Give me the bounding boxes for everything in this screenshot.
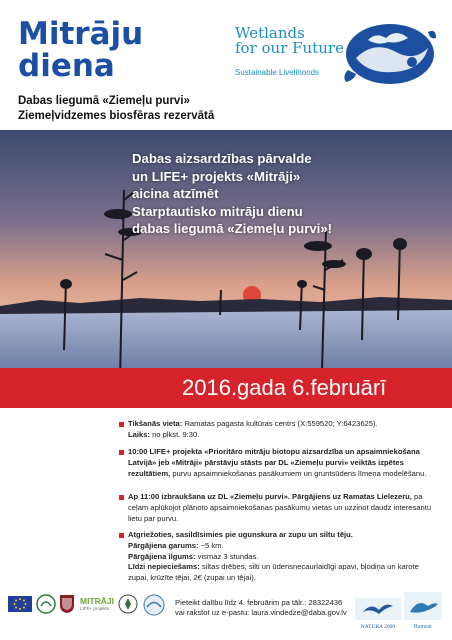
daba-logo-icon: [118, 594, 138, 614]
life-logo-icon: [36, 594, 56, 614]
invitation-line-3: aicina atzīmēt: [132, 186, 219, 201]
wetlands-logo-text: [235, 26, 344, 56]
bullet-icon: [119, 450, 124, 455]
event-date: 2016.gada 6.februārī: [182, 375, 387, 400]
hike-duration-lead: Pārgājiena ilgums:: [128, 551, 196, 561]
poster-title: [18, 18, 143, 82]
ramsar-logo: [404, 592, 442, 630]
mitraji-logo-text: MITRĀJI: [80, 596, 114, 606]
subtitle-line-1: Dabas liegumā «Ziemeļu purvi»: [18, 95, 190, 107]
needs-lead: Līdzi nepieciešams:: [128, 562, 200, 572]
subtitle-line-2: Ziemeļvidzemes biosfēras rezervātā: [18, 110, 215, 122]
invitation-text: [132, 150, 437, 238]
poster-subtitle: [18, 94, 214, 124]
invitation-line-4: Starptautisko mitrāju dienu: [132, 203, 303, 219]
natura-logo-text: NATURA 2000: [360, 624, 396, 630]
wetlands-emblem-icon: [338, 18, 438, 88]
hike-duration: vismaz 3 stundas.: [195, 551, 259, 561]
meeting-details: [128, 419, 440, 441]
ramsar-logo-text: Ramsar: [413, 624, 433, 630]
excursion-lead: izbraukšana uz DL «Ziemeļu purvi». Pārgājiens uz Ramatas Lielezeru,: [159, 492, 412, 501]
wetlands-line-2: for our Future: [235, 39, 344, 57]
registration-phone: Pieteikt dalību līdz 4. februārim pa tālr.: 28322436: [175, 598, 343, 607]
meeting-time: no plkst. 9:30.: [149, 429, 200, 439]
talk-details: [128, 447, 440, 479]
natura-2000-logo: [355, 598, 401, 628]
return-lead: Atgriežoties, sasildīsimies pie ugunskura ar zupu un siltu tēju.: [128, 530, 353, 539]
meeting-time-lead: Laiks:: [128, 429, 150, 439]
title-line-2: diena: [18, 48, 115, 84]
wetlands-line-1: Wetlands: [235, 24, 305, 42]
hike-length-lead: Pārgājiena garums:: [128, 540, 199, 550]
invitation-line-2: un LIFE+ projekts «Mitrāji»: [132, 168, 301, 184]
talk-lead: 10:00 LIFE+ projekta «Prioritāro mitrāju biotopu aizsardzība un apsaimniekošana Latvijā» jeb «Mitrāji» pārstāvju stāsts par DL «Ziemeļu purvi» veiktās izpētes rezultātiem,: [128, 447, 420, 478]
excursion-details: [128, 492, 440, 524]
invitation-line-1: Dabas aizsardzības pārvalde: [132, 151, 312, 166]
title-line-1: Mitrāju: [18, 16, 144, 52]
mitraji-logo-sub: LIFE+ projekts: [80, 606, 110, 611]
registration-email: vai rakstot uz e-pastu: laura.vindedze@daba.gov.lv: [175, 608, 347, 617]
talk-text: purvu apsaimniekošanas pasākumiem un gruntsūdens līmeņa modelēšanu.: [170, 468, 427, 478]
invitation-line-5: dabas liegumā «Ziemeļu purvi»!: [132, 221, 333, 236]
ramsar-emblem-icon: [404, 592, 442, 620]
bullet-icon: [119, 495, 124, 500]
biosphere-logo-icon: [142, 594, 166, 616]
meeting-place: Ramatas pagasta kultūras centrs (X:559520; Y:6423625).: [182, 419, 378, 428]
bullet-icon: [119, 533, 124, 538]
wetlands-line-3: Sustainable Livelihoods: [235, 68, 320, 77]
bullet-icon: [119, 422, 124, 427]
registration-info: [175, 598, 347, 618]
coat-of-arms-icon: [59, 594, 75, 614]
natura-bird-icon: [355, 598, 401, 620]
return-details: [128, 530, 440, 584]
eu-flag-icon: [8, 596, 32, 612]
excursion-time: Ap 11:00: [128, 492, 160, 501]
mitraji-logo: [80, 597, 114, 612]
excursion-text: pa ceļam aplūkojot plānoto apsaimniekošanas pasākumu vietas un uzzinot daudz interesantu lietu par purvu.: [128, 492, 432, 523]
hike-length: ~5 km.: [198, 540, 224, 550]
meeting-lead: Tikšanās vieta:: [128, 419, 183, 428]
needs-text: siltas drēbes, silti un ūdensnecaurlaidīgi apavi, bļodiņa un karote zupai, krūzīte tējai, 2€ (zupai un tējai).: [128, 562, 419, 583]
